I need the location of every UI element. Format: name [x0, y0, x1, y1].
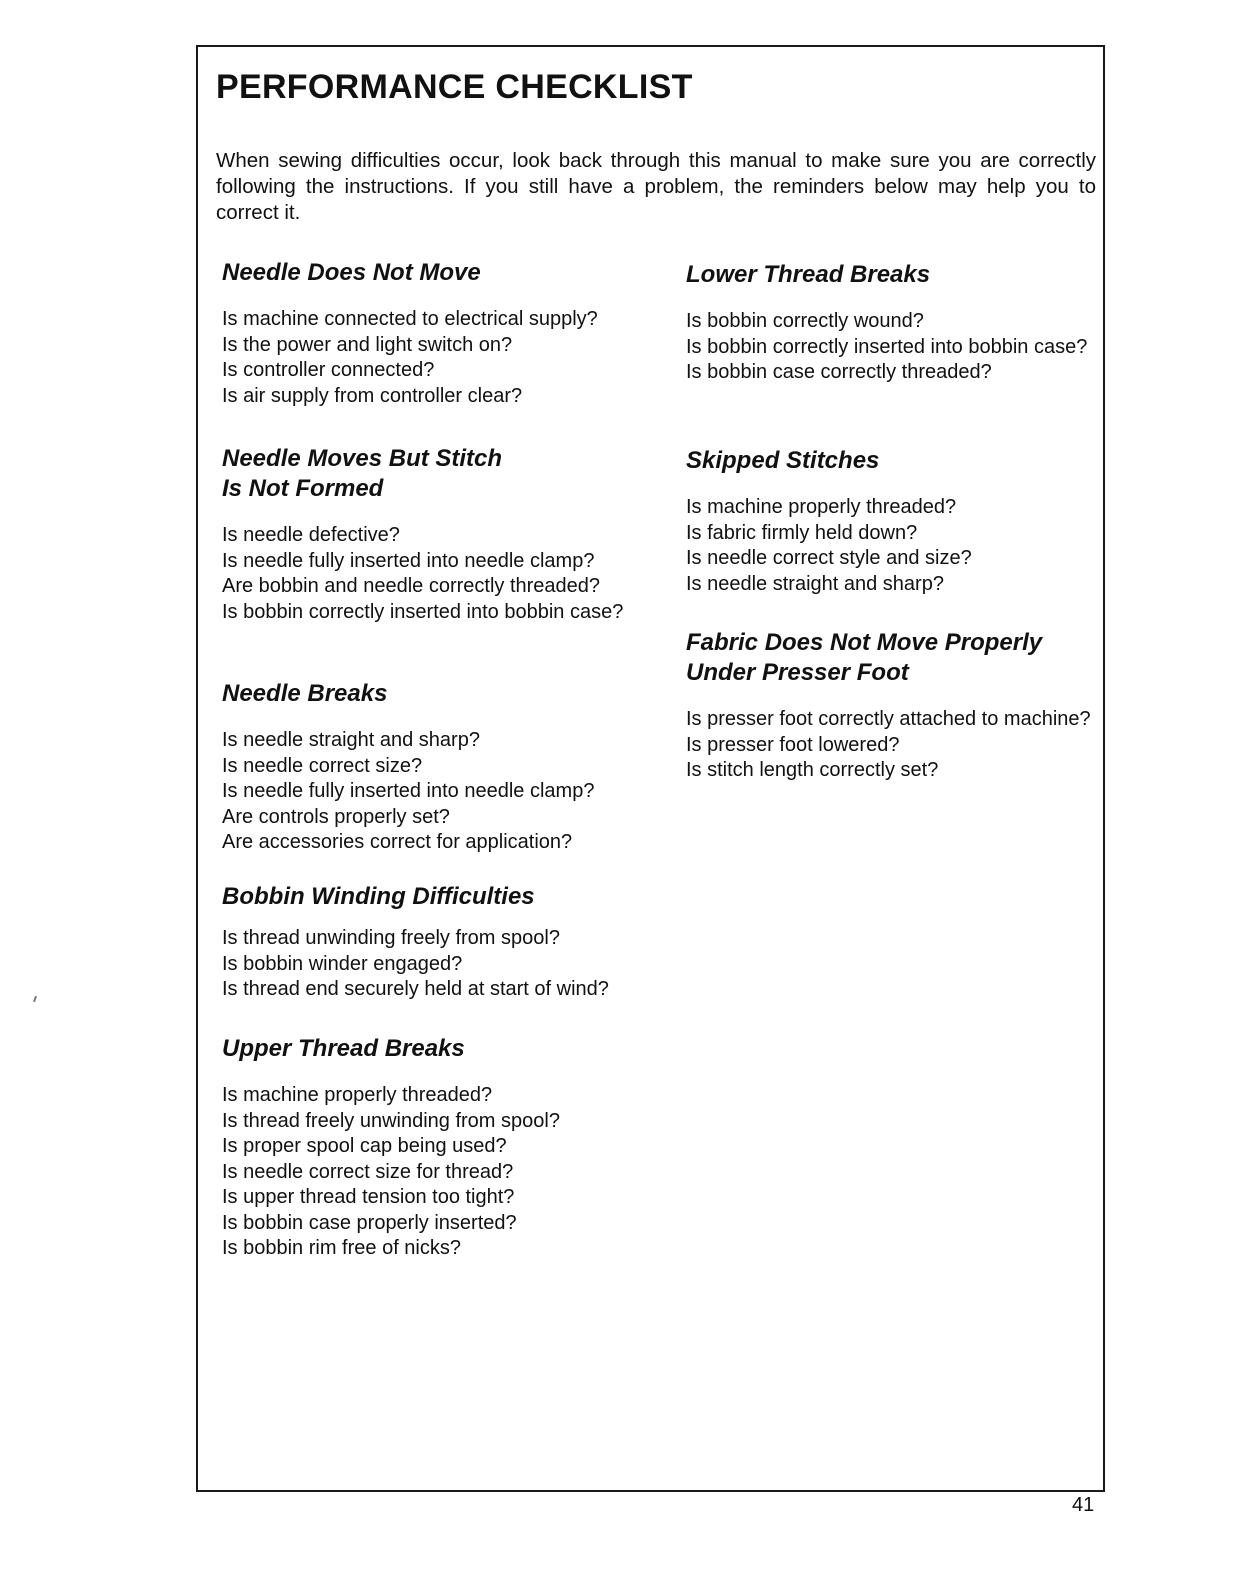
- checklist-item: Is bobbin case properly inserted?: [222, 1211, 517, 1234]
- checklist-item: Is bobbin correctly wound?: [686, 310, 924, 332]
- checklist-item: Is machine properly threaded?: [222, 1084, 493, 1106]
- checklist-item: Is needle correct style and size?: [686, 547, 972, 569]
- checklist-item: Is needle straight and sharp?: [222, 729, 480, 751]
- checklist-item: Is bobbin rim free of nicks?: [222, 1237, 461, 1259]
- section-heading: [686, 628, 1091, 688]
- checklist-item: Is bobbin correctly inserted into bobbin case?: [686, 335, 1088, 358]
- checklist-item: Are bobbin and needle correctly threaded?: [222, 575, 601, 597]
- checklist-item: Is needle correct size for thread?: [222, 1160, 514, 1183]
- checklist-item: Is air supply from controller clear?: [222, 384, 523, 407]
- checklist-item: Is machine connected to electrical supply?: [222, 308, 598, 330]
- checklist-item: Is needle straight and sharp?: [686, 572, 944, 595]
- section-heading-line: Fabric Does Not Move Properly: [686, 629, 1043, 656]
- section-heading: Skipped Stitches: [686, 447, 880, 474]
- checklist-item: Is machine properly threaded?: [686, 496, 957, 518]
- checklist-item: Is the power and light switch on?: [222, 333, 513, 356]
- section-heading: [222, 444, 662, 504]
- page-number: 41: [1072, 1494, 1095, 1516]
- checklist: [222, 728, 662, 856]
- scan-speck: [33, 996, 37, 1002]
- checklist: [222, 926, 662, 1003]
- checklist-item: Is controller connected?: [222, 359, 435, 381]
- intro-paragraph: When sewing difficulties occur, look back through this manual to make sure you are correctly following the instructions. If you still have a problem, the reminders below may help you to correct it.: [216, 149, 1096, 224]
- checklist-item: Is needle defective?: [222, 524, 400, 546]
- checklist: [222, 307, 662, 409]
- section-heading: Lower Thread Breaks: [686, 261, 931, 288]
- checklist-item: Is bobbin correctly inserted into bobbin case?: [222, 600, 624, 623]
- checklist-item: Is thread end securely held at start of wind?: [222, 978, 609, 1000]
- section-lower-thread-breaks: [686, 260, 1091, 386]
- section-skipped-stitches: [686, 446, 1091, 597]
- checklist-item: Is needle fully inserted into needle clamp?: [222, 780, 595, 802]
- section-heading: Bobbin Winding Difficulties: [222, 883, 535, 910]
- checklist-item: Is presser foot lowered?: [686, 733, 900, 756]
- checklist: [222, 1083, 662, 1262]
- section-upper-thread-breaks: [222, 1034, 662, 1262]
- checklist-item: Is upper thread tension too tight?: [222, 1186, 515, 1208]
- section-needle-does-not-move: [222, 258, 662, 409]
- section-heading: Needle Breaks: [222, 680, 388, 707]
- section-bobbin-winding-difficulties: [222, 882, 662, 1003]
- checklist-item: Are accessories correct for application?: [222, 831, 573, 853]
- checklist-item: Is fabric firmly held down?: [686, 521, 918, 544]
- section-fabric-does-not-move-properly: [686, 628, 1091, 784]
- section-heading-line: Needle Moves But Stitch: [222, 445, 503, 472]
- checklist-item: Is thread unwinding freely from spool?: [222, 927, 560, 949]
- checklist-item: Is presser foot correctly attached to machine?: [686, 708, 1091, 730]
- section-heading-line: Is Not Formed: [222, 475, 384, 502]
- section-heading-line: Under Presser Foot: [686, 659, 909, 686]
- checklist-item: Is needle correct size?: [222, 754, 423, 777]
- checklist-item: Is needle fully inserted into needle clamp?: [222, 549, 595, 572]
- section-heading: Needle Does Not Move: [222, 259, 481, 286]
- checklist-item: Are controls properly set?: [222, 805, 450, 828]
- section-needle-breaks: [222, 679, 662, 856]
- checklist: [686, 309, 1091, 386]
- section-needle-moves-but-stitch-is-not-formed: [222, 444, 662, 625]
- checklist-item: Is thread freely unwinding from spool?: [222, 1109, 560, 1132]
- checklist-item: Is bobbin winder engaged?: [222, 952, 463, 975]
- checklist-item: Is bobbin case correctly threaded?: [686, 361, 992, 383]
- checklist-item: Is proper spool cap being used?: [222, 1135, 507, 1157]
- checklist: [686, 707, 1091, 784]
- checklist: [686, 495, 1091, 597]
- page-title: PERFORMANCE CHECKLIST: [216, 68, 693, 106]
- section-heading: Upper Thread Breaks: [222, 1035, 465, 1062]
- checklist: [222, 523, 662, 625]
- checklist-item: Is stitch length correctly set?: [686, 759, 939, 781]
